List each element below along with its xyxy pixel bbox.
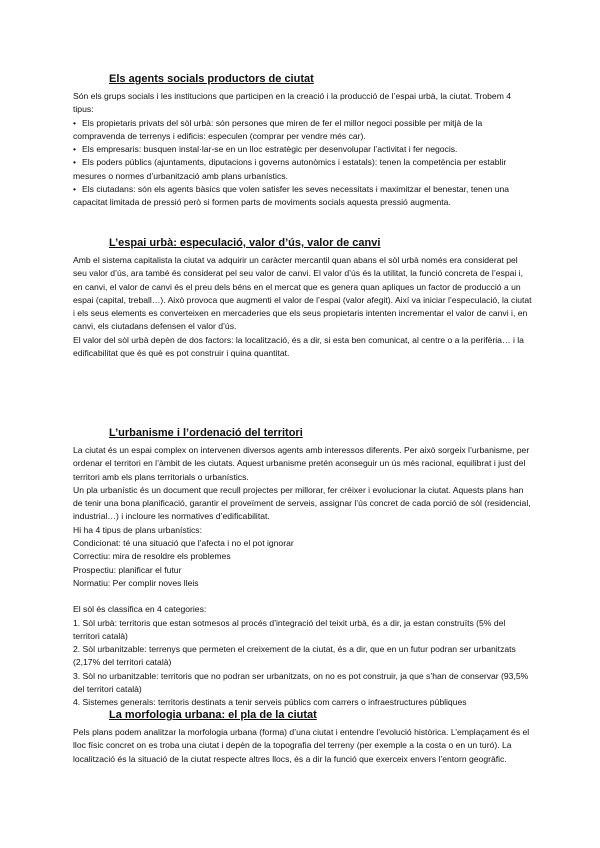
paragraph: Un pla urbanístic és un document que recull projectes per millorar, fer créixer i evolucionar la ciutat. Aquests plans han de tenir una bona planificació, garantir el proveïment de serveis, assignar l’ús concret de cada porció de sòl (residencial, industrial…) i incloure les normatives d’edificabilitat. (73, 484, 531, 522)
section-title-urbanisme: L’urbanisme i l’ordenació del territori (109, 427, 303, 439)
section-title-agents: Els agents socials productors de ciutat (109, 73, 314, 85)
plan-type: Prospectiu: planificar el futur (73, 564, 182, 575)
sol-category: 3. Sòl no urbanitzable: territoris que no podran ser urbanitzats, on no es pot construir, ja que s’han de conservar (93,5% del territori català) (73, 670, 529, 695)
bullet-icon: • (73, 144, 77, 155)
paragraph: La ciutat és un espai complex on intervenen diversos agents amb interessos diferents. Per això sorgeix l’urbanisme, per ordenar el territori en l’àmbit de les ciutats. Aquest urbanisme pretén aconseguir un ús més racional, equilibrat i just del territori amb els plans territorials o urbanístics. (73, 445, 530, 482)
paragraph: Hi ha 4 tipus de plans urbanístics: (73, 524, 202, 535)
list-item: • Els poders públics (ajuntaments, diputacions i governs autonòmics i estatals): tenen la competència per establir mesures o normes d’urbanització amb plans urbanístics. (73, 157, 507, 181)
paragraph: Amb el sistema capitalista la ciutat va adquirir un caràcter mercantil quan abans el sòl urbà només era considerat pel seu valor d’ús, ara també és considerat pel seu valor de canvi. El valor d’ús és la utilitat, la funció concreta de l’espai i, en canvi, el valor de canvi és el preu dels béns en el mercat que es genera quan apliques un factor de producció a un espai (capital, treball…). Això provoca que augmenti el valor de l’espai (valor afegit). Així va iniciar l’especulació, la ciutat i els seus elements es converteixen en mercaderies que els seus propietaris intenten incrementar el valor de canvi i, en canvi, els ciutadans defensen el valor d’ús. (73, 255, 532, 332)
section-morfologia (73, 708, 533, 766)
bullet-icon: • (73, 184, 77, 195)
section-espai (73, 236, 533, 360)
paragraph: Pels plans podem analitzar la morfologia urbana (forma) d’una ciutat i entendre l’evolució històrica. L’emplaçament és el lloc físic concret on es troba una ciutat i depèn de la topografia del terreny (per exemple a la costa o en un turó). La localització és la situació de la ciutat respecte altres llocs, és a dir la funció que exerceix envers l’entorn geogràfic. (73, 727, 530, 764)
list-item: • Els empresaris: busquen instal·lar-se en un lloc estratègic per desenvolupar l’activitat i fer negocis. (73, 143, 533, 156)
agents-intro: Són els grups socials i les institucions que participen en la creació i la producció de l’espai urbà, la ciutat. Trobem 4 tipus: (73, 91, 512, 115)
sol-category: 1. Sòl urbà: territoris que estan sotmesos al procés d’integració del teixit urbà, és a dir, ja estan construïts (5% del territori català) (73, 617, 506, 641)
agents-list (73, 117, 533, 210)
list-item: • Els propietaris privats del sòl urbà: són persones que miren de fer el millor negoci possible per mitjà de la compravenda de terrenys i edificis: especulen (comprar per vendre més car). (73, 117, 483, 141)
section-urbanisme (73, 426, 533, 710)
plan-type: Correctiu: mira de resoldre els problemes (73, 551, 231, 562)
section-title-espai: L’espai urbà: especulació, valor d’ús, valor de canvi (109, 237, 381, 249)
sol-category: 2. Sòl urbanitzable: terrenys que permeten el creixement de la ciutat, és a dir, que en un futur podran ser urbanitzats (2,17% del territori català) (73, 644, 516, 668)
spacer (73, 590, 533, 603)
plan-type: Normatiu: Per complir noves lleis (73, 577, 199, 588)
sol-category: 4. Sistemes generals: territoris destinats a tenir serveis públics com carrers o infraestructures públiques (73, 697, 467, 708)
sol-intro: El sòl és classifica en 4 categories: (73, 604, 207, 615)
bullet-icon: • (73, 117, 77, 128)
section-agents (73, 72, 533, 210)
plan-type: Condicionat: té una situació que l’afecta i no el pot ignorar (73, 538, 294, 549)
paragraph: El valor del sòl urbà depèn de dos factors: la localització, és a dir, si esta ben comunicat, al centre o a la perifèria… i la edificabilitat que és què es pot construir i quina quantitat. (73, 334, 524, 359)
bullet-icon: • (73, 157, 77, 168)
list-item: • Els ciutadans: són els agents bàsics que volen satisfer les seves necessitats i maximitzar el benestar, tenen una capacitat limitada de pressió però si formen parts de moviments socials aquesta pressió augmenta. (73, 184, 510, 208)
section-title-morfologia: La morfologia urbana: el pla de la ciutat (109, 709, 317, 721)
